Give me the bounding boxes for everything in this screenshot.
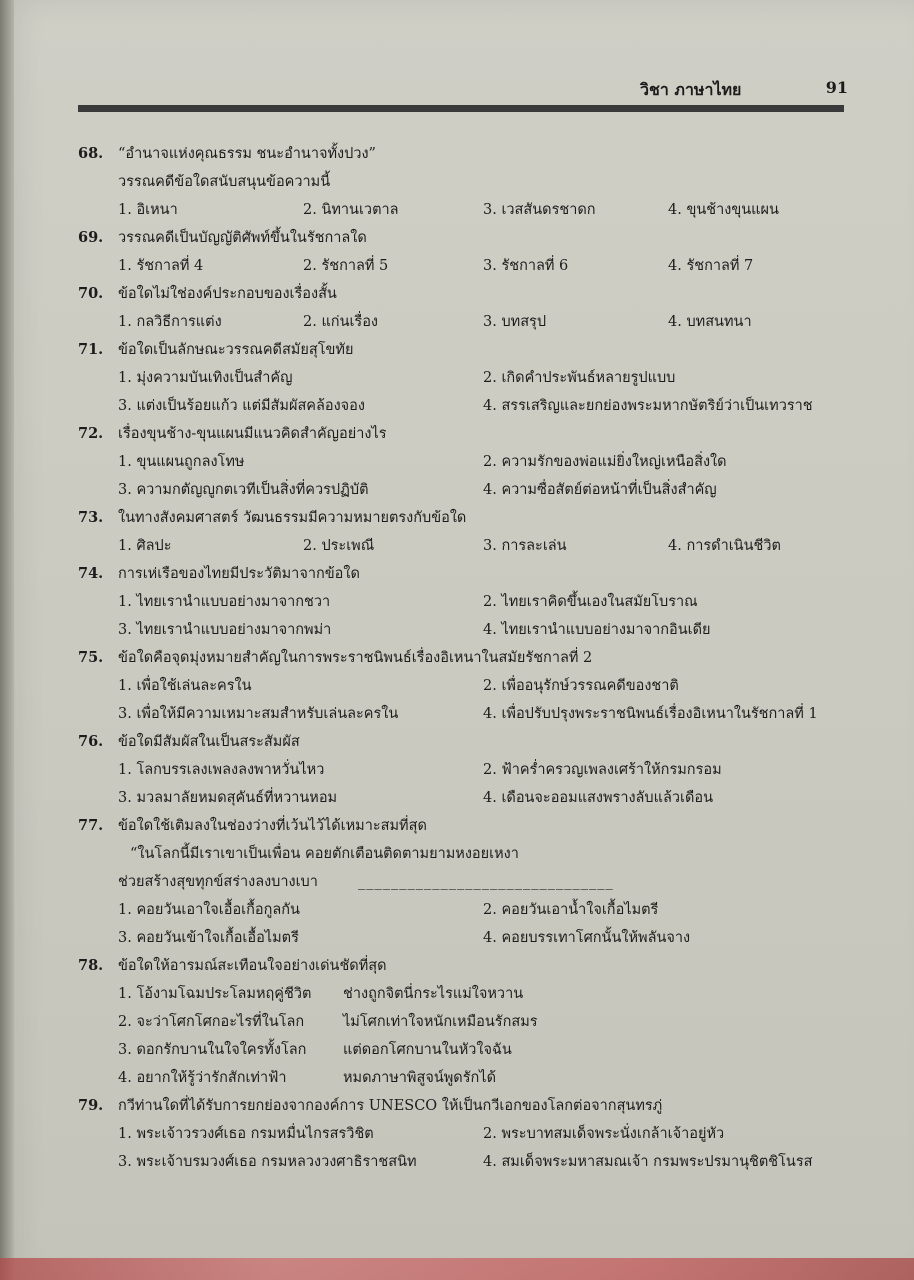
verse-option-row — [78, 1064, 858, 1092]
answer-option: 3. เวสสันดรชาดก — [483, 202, 596, 218]
answer-option: 4. ขุนช้างขุนแผน — [668, 202, 779, 218]
verse-option-row — [78, 1036, 858, 1064]
question-77 — [78, 812, 858, 952]
question-number: 69. — [78, 229, 104, 246]
fill-in-blank: _______________________________ — [358, 874, 614, 890]
answer-option: 4. คอยบรรเทาโศกนั้นให้พลันจาง — [483, 930, 691, 946]
page-number: 91 — [825, 78, 848, 97]
question-75 — [78, 644, 858, 728]
answer-option: 2. พระบาทสมเด็จพระนั่งเกล้าเจ้าอยู่หัว — [483, 1126, 725, 1142]
question-68 — [78, 140, 858, 224]
verse-first-half: 2. จะว่าโศกโศกอะไรที่ในโลก — [118, 1014, 305, 1030]
verse-second-half: แต่ดอกโศกบานในหัวใจฉัน — [343, 1042, 512, 1058]
question-line — [78, 728, 858, 756]
answer-option: 1. เพื่อใช้เล่นละครใน — [118, 678, 252, 694]
question-text: กวีท่านใดที่ได้รับการยกย่องจากองค์การ UNESCO ให้เป็นกวีเอกของโลกต่อจากสุนทรภู่ — [118, 1098, 663, 1114]
question-70 — [78, 280, 858, 336]
answer-option: 1. กลวิธีการแต่ง — [118, 314, 222, 330]
question-line — [78, 952, 858, 980]
question-text: วรรณคดีเป็นบัญญัติศัพท์ขึ้นในรัชกาลใด — [118, 230, 367, 246]
answer-option: 4. เพื่อปรับปรุงพระราชนิพนธ์เรื่องอิเหนาในรัชกาลที่ 1 — [483, 706, 818, 722]
poem-line — [78, 840, 858, 868]
verse-second-half: ไม่โศกเท่าใจหนักเหมือนรักสมร — [343, 1014, 538, 1030]
answer-option: 4. บทสนทนา — [668, 314, 752, 330]
question-74 — [78, 560, 858, 644]
options-row — [78, 700, 858, 728]
answer-option: 2. ความรักของพ่อแม่ยิ่งใหญ่เหนือสิ่งใด — [483, 454, 727, 470]
question-line — [78, 336, 858, 364]
question-line — [78, 1092, 858, 1120]
options-row — [78, 252, 858, 280]
answer-option: 1. ไทยเรานำแบบอย่างมาจากชวา — [118, 594, 331, 610]
answer-option: 4. การดำเนินชีวิต — [668, 538, 781, 554]
question-79 — [78, 1092, 858, 1176]
answer-option: 2. ฟ้าคร่ำครวญเพลงเศร้าให้กรมกรอม — [483, 762, 722, 778]
poem-text: ช่วยสร้างสุขทุกข์สร่างลงบางเบา — [118, 874, 318, 890]
options-row — [78, 1148, 858, 1176]
options-row — [78, 896, 858, 924]
question-text: “อำนาจแห่งคุณธรรม ชนะอำนาจทั้งปวง” — [118, 146, 376, 162]
answer-option: 1. โลกบรรเลงเพลงลงพาหวั่นไหว — [118, 762, 325, 778]
page-header — [640, 78, 860, 102]
answer-option: 4. สรรเสริญและยกย่องพระมหากษัตริย์ว่าเป็นเทวราช — [483, 398, 813, 414]
answer-option: 1. อิเหนา — [118, 202, 178, 218]
question-71 — [78, 336, 858, 420]
answer-option: 2. คอยวันเอาน้ำใจเกื้อไมตรี — [483, 902, 659, 918]
question-text: วรรณคดีข้อใดสนับสนุนข้อความนี้ — [118, 174, 331, 190]
answer-option: 3. พระเจ้าบรมวงศ์เธอ กรมหลวงวงศาธิราชสนิท — [118, 1154, 417, 1170]
question-line — [78, 420, 858, 448]
answer-option: 1. พระเจ้าวรวงศ์เธอ กรมหมื่นไกรสรวิชิต — [118, 1126, 374, 1142]
question-text: ข้อใดเป็นลักษณะวรรณคดีสมัยสุโขทัย — [118, 342, 354, 358]
options-row — [78, 924, 858, 952]
answer-option: 1. รัชกาลที่ 4 — [118, 258, 204, 274]
answer-option: 4. รัชกาลที่ 7 — [668, 258, 754, 274]
answer-option: 1. ขุนแผนถูกลงโทษ — [118, 454, 245, 470]
question-69 — [78, 224, 858, 280]
verse-first-half: 3. ดอกรักบานในใจใครทั้งโลก — [118, 1042, 307, 1058]
header-subject: วิชา ภาษาไทย — [640, 80, 742, 99]
answer-option: 3. ไทยเรานำแบบอย่างมาจากพม่า — [118, 622, 332, 638]
answer-option: 2. รัชกาลที่ 5 — [303, 258, 389, 274]
question-72 — [78, 420, 858, 504]
verse-option-row — [78, 1008, 858, 1036]
question-text: ในทางสังคมศาสตร์ วัฒนธรรมมีความหมายตรงกับข้อใด — [118, 510, 467, 526]
question-number: 79. — [78, 1097, 104, 1114]
question-line — [78, 168, 858, 196]
question-text: การเห่เรือของไทยมีประวัติมาจากข้อใด — [118, 566, 360, 582]
question-text: ข้อใดมีสัมผัสในเป็นสระสัมผัส — [118, 734, 300, 750]
question-number: 70. — [78, 285, 104, 302]
answer-option: 3. เพื่อให้มีความเหมาะสมสำหรับเล่นละครใน — [118, 706, 399, 722]
answer-option: 3. คอยวันเข้าใจเกื้อเอื้อไมตรี — [118, 930, 299, 946]
question-number: 74. — [78, 565, 104, 582]
question-76 — [78, 728, 858, 812]
question-text: เรื่องขุนช้าง-ขุนแผนมีแนวคิดสำคัญอย่างไร — [118, 426, 387, 442]
options-row — [78, 1120, 858, 1148]
question-line — [78, 812, 858, 840]
answer-option: 3. มวลมาลัยหมดสุคันธ์ที่หวานหอม — [118, 790, 338, 806]
options-row — [78, 476, 858, 504]
question-73 — [78, 504, 858, 560]
answer-option: 3. การละเล่น — [483, 538, 567, 554]
answer-option: 4. สมเด็จพระมหาสมณเจ้า กรมพระปรมานุชิตชิโนรส — [483, 1154, 813, 1170]
question-line — [78, 280, 858, 308]
options-row — [78, 308, 858, 336]
book-spine-shadow — [0, 0, 14, 1280]
options-row — [78, 392, 858, 420]
header-rule — [78, 105, 844, 112]
question-line — [78, 560, 858, 588]
answer-option: 3. บทสรุป — [483, 314, 547, 330]
answer-option: 1. คอยวันเอาใจเอื้อเกื้อกูลกัน — [118, 902, 300, 918]
question-line — [78, 504, 858, 532]
question-line — [78, 140, 858, 168]
options-row — [78, 364, 858, 392]
question-text: ข้อใดใช้เติมลงในช่องว่างที่เว้นไว้ได้เหมาะสมที่สุด — [118, 818, 427, 834]
options-row — [78, 588, 858, 616]
question-number: 73. — [78, 509, 104, 526]
answer-option: 3. ความกตัญญูกตเวทีเป็นสิ่งที่ควรปฏิบัติ — [118, 482, 369, 498]
options-row — [78, 532, 858, 560]
question-list — [78, 140, 858, 1176]
answer-option: 3. รัชกาลที่ 6 — [483, 258, 569, 274]
question-number: 78. — [78, 957, 104, 974]
answer-option: 2. แก่นเรื่อง — [303, 314, 379, 330]
question-line — [78, 644, 858, 672]
answer-option: 2. ไทยเราคิดขึ้นเองในสมัยโบราณ — [483, 594, 698, 610]
answer-option: 4. ไทยเรานำแบบอย่างมาจากอินเดีย — [483, 622, 711, 638]
page-bottom-edge — [0, 1258, 914, 1280]
question-number: 68. — [78, 145, 104, 162]
answer-option: 2. ประเพณี — [303, 538, 375, 554]
question-line — [78, 224, 858, 252]
answer-option: 4. เดือนจะออมแสงพรางลับแล้วเดือน — [483, 790, 713, 806]
question-text: ข้อใดไม่ใช่องค์ประกอบของเรื่องสั้น — [118, 286, 337, 302]
question-text: ข้อใดคือจุดมุ่งหมายสำคัญในการพระราชนิพนธ์เรื่องอิเหนาในสมัยรัชกาลที่ 2 — [118, 650, 593, 666]
options-row — [78, 756, 858, 784]
options-row — [78, 616, 858, 644]
answer-option: 2. เกิดคำประพันธ์หลายรูปแบบ — [483, 370, 676, 386]
options-row — [78, 672, 858, 700]
answer-option: 2. เพื่ออนุรักษ์วรรณคดีของชาติ — [483, 678, 679, 694]
verse-second-half: หมดภาษาพิสูจน์พูดรักได้ — [343, 1070, 497, 1086]
answer-option: 3. แต่งเป็นร้อยแก้ว แต่มีสัมผัสคล้องจอง — [118, 398, 365, 414]
answer-option: 1. มุ่งความบันเทิงเป็นสำคัญ — [118, 370, 293, 386]
question-number: 72. — [78, 425, 104, 442]
answer-option: 2. นิทานเวตาล — [303, 202, 399, 218]
poem-text: “ในโลกนี้มีเราเขาเป็นเพื่อน คอยตักเตือนติดตามยามหงอยเหงา — [130, 846, 519, 862]
poem-line — [78, 868, 858, 896]
verse-option-row — [78, 980, 858, 1008]
options-row — [78, 196, 858, 224]
question-number: 71. — [78, 341, 104, 358]
question-78 — [78, 952, 858, 1092]
verse-first-half: 1. โอ้งามโฉมประโลมหฤคู่ชีวิต — [118, 986, 312, 1002]
verse-first-half: 4. อยากให้รู้ว่ารักสักเท่าฟ้า — [118, 1070, 287, 1086]
question-number: 77. — [78, 817, 104, 834]
question-number: 75. — [78, 649, 104, 666]
answer-option: 4. ความซื่อสัตย์ต่อหน้าที่เป็นสิ่งสำคัญ — [483, 482, 717, 498]
options-row — [78, 448, 858, 476]
question-text: ข้อใดให้อารมณ์สะเทือนใจอย่างเด่นชัดที่สุด — [118, 958, 387, 974]
options-row — [78, 784, 858, 812]
question-number: 76. — [78, 733, 104, 750]
verse-second-half: ช่างถูกจิตนี่กระไรแม่ใจหวาน — [343, 986, 524, 1002]
answer-option: 1. ศิลปะ — [118, 538, 172, 554]
